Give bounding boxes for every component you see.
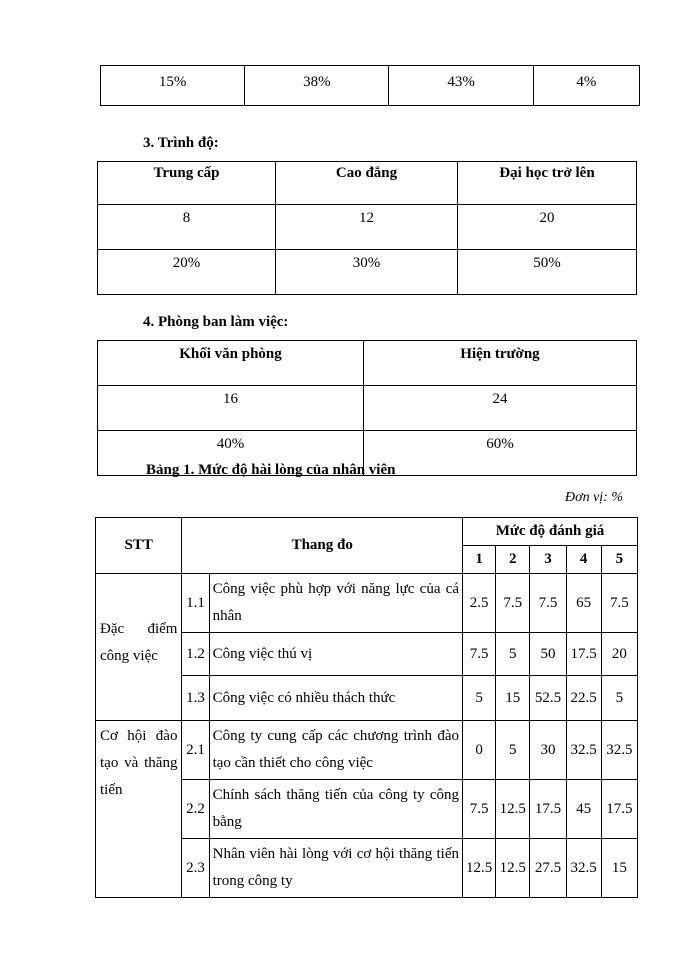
column-header: Đại học trở lên [458, 162, 637, 205]
value-cell: 7.5 [601, 574, 637, 633]
age-distribution-table [100, 65, 640, 106]
value-cell: 45 [566, 780, 601, 839]
table-cell: 12 [276, 205, 458, 250]
value-cell: 17.5 [601, 780, 637, 839]
table-caption: Bảng 1. Mức độ hài lòng của nhân viên [146, 462, 396, 478]
group-label-text: Đặc điểm công việc [100, 621, 178, 664]
table-cell: 15% [101, 66, 245, 106]
scale-header: Thang đo [182, 518, 463, 574]
value-cell: 27.5 [530, 839, 566, 898]
value-cell: 7.5 [496, 574, 530, 633]
column-header: Khối văn phòng [98, 341, 364, 386]
column-header: Cao đẳng [276, 162, 458, 205]
table-cell: 50% [458, 250, 637, 295]
value-cell: 20 [601, 633, 637, 676]
value-cell: 7.5 [530, 574, 566, 633]
value-cell: 22.5 [566, 676, 601, 721]
table-cell: 38% [245, 66, 389, 106]
row-index: 2.2 [182, 780, 209, 839]
education-heading: 3. Trình độ: [143, 135, 219, 151]
criterion-text: Công ty cung cấp các chương trình đào tạo cần thiết cho công việc [209, 721, 462, 780]
table-cell: 60% [364, 431, 637, 476]
table-header-row [98, 341, 637, 386]
value-cell: 15 [601, 839, 637, 898]
table-row [98, 386, 637, 431]
value-cell: 5 [496, 633, 530, 676]
criterion-text: Công việc thú vị [209, 633, 462, 676]
unit-label: Đơn vị: % [565, 490, 624, 505]
value-cell: 7.5 [463, 780, 496, 839]
stt-header: STT [96, 518, 182, 574]
value-cell: 5 [463, 676, 496, 721]
table-header-row [96, 518, 638, 546]
table-cell: 40% [98, 431, 364, 476]
value-cell: 52.5 [530, 676, 566, 721]
table-cell: 20% [98, 250, 276, 295]
value-cell: 12.5 [496, 839, 530, 898]
value-cell: 12.5 [463, 839, 496, 898]
table-row [101, 66, 640, 106]
level-header: 2 [496, 546, 530, 574]
value-cell: 50 [530, 633, 566, 676]
level-header: 3 [530, 546, 566, 574]
satisfaction-table [95, 517, 638, 898]
row-index: 2.3 [182, 839, 209, 898]
table-cell: 4% [533, 66, 639, 106]
table-cell: 43% [389, 66, 533, 106]
rating-header: Mức độ đánh giá [463, 518, 638, 546]
value-cell: 15 [496, 676, 530, 721]
value-cell: 65 [566, 574, 601, 633]
table-row [96, 574, 638, 633]
table-row [98, 250, 637, 295]
table-cell: 8 [98, 205, 276, 250]
department-heading: 4. Phòng ban làm việc: [143, 314, 289, 330]
value-cell: 2.5 [463, 574, 496, 633]
value-cell: 17.5 [566, 633, 601, 676]
value-cell: 32.5 [601, 721, 637, 780]
criterion-text: Công việc có nhiều thách thức [209, 676, 462, 721]
table-header-row [98, 162, 637, 205]
value-cell: 5 [601, 676, 637, 721]
level-header: 5 [601, 546, 637, 574]
column-header: Trung cấp [98, 162, 276, 205]
value-cell: 17.5 [530, 780, 566, 839]
table-cell: 20 [458, 205, 637, 250]
table-row [98, 205, 637, 250]
row-index: 1.2 [182, 633, 209, 676]
value-cell: 32.5 [566, 839, 601, 898]
table-cell: 30% [276, 250, 458, 295]
table-cell: 16 [98, 386, 364, 431]
row-index: 2.1 [182, 721, 209, 780]
value-cell: 32.5 [566, 721, 601, 780]
table-row [96, 721, 638, 780]
criterion-text: Nhân viên hài lòng với cơ hội thăng tiến trong công ty [209, 839, 462, 898]
criterion-text: Công việc phù hợp với năng lực của cá nhân [209, 574, 462, 633]
value-cell: 5 [496, 721, 530, 780]
group-label [96, 721, 182, 898]
level-header: 1 [463, 546, 496, 574]
education-table [97, 161, 637, 295]
value-cell: 0 [463, 721, 496, 780]
group-label-text: Cơ hội đào tạo và thăng tiến [100, 728, 178, 798]
column-header: Hiện trường [364, 341, 637, 386]
criterion-text: Chính sách thăng tiến của công ty công bằng [209, 780, 462, 839]
table-cell: 24 [364, 386, 637, 431]
value-cell: 12.5 [496, 780, 530, 839]
department-table [97, 340, 637, 476]
level-header: 4 [566, 546, 601, 574]
row-index: 1.1 [182, 574, 209, 633]
row-index: 1.3 [182, 676, 209, 721]
group-label [96, 574, 182, 721]
value-cell: 30 [530, 721, 566, 780]
value-cell: 7.5 [463, 633, 496, 676]
